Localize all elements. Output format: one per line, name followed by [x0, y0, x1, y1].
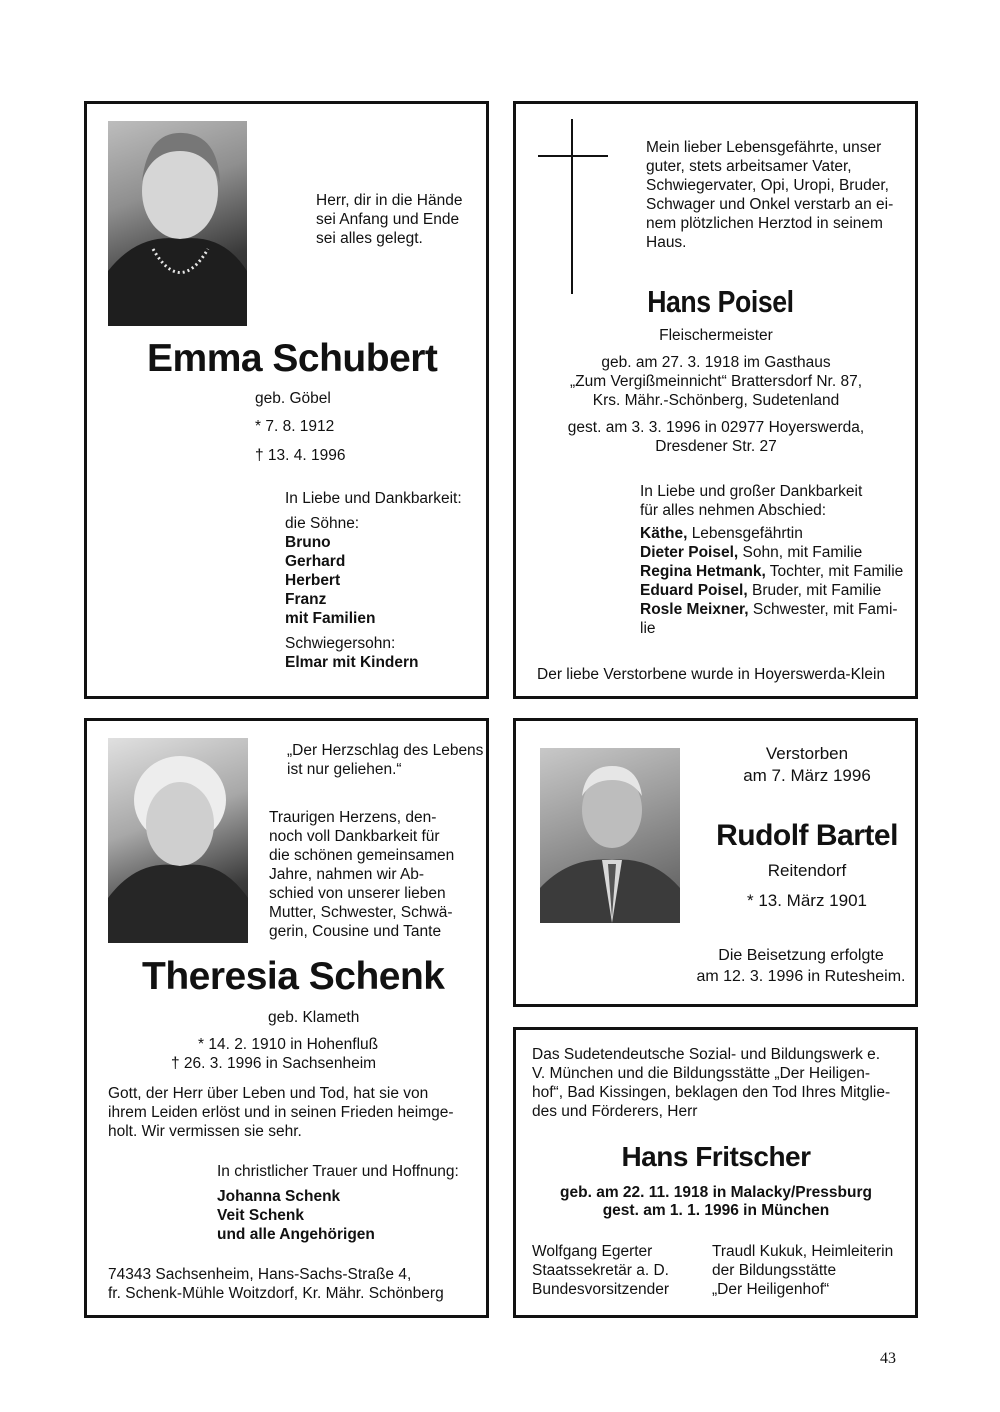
- portrait-silhouette-icon: [540, 748, 680, 923]
- death-date: † 13. 4. 1996: [255, 447, 346, 464]
- mourner-line: Käthe, Lebensgefährtin: [640, 525, 803, 542]
- birth-info: geb. am 27. 3. 1918 im Gasthaus „Zum Vergißmeinnicht“ Brattersdorf Nr. 87, Krs. Mähr.-Schönberg, Sudetenland: [569, 354, 862, 409]
- mourner-line: Eduard Poisel, Bruder, mit Familie: [640, 582, 882, 599]
- burial-info: Die Beisetzung erfolgte am 12. 3. 1996 in Rutesheim.: [696, 947, 906, 985]
- intro-text: Das Sudetendeutsche Sozial- und Bildungswerk e. V. München und die Bildungsstätte „Der Heiligen- hof“, Bad Kissingen, beklagen den Tod Ihres Mitglie- des und Förderers, Herr: [532, 1046, 891, 1120]
- place: Reitendorf: [767, 861, 847, 880]
- signature-right: Traudl Kukuk, Heimleiterin der Bildungsstätte „Der Heiligenhof“: [712, 1243, 894, 1298]
- mourner-line: Rosle Meixner, Schwester, mit Fami-: [640, 601, 898, 618]
- portrait-photo-emma: [108, 121, 247, 326]
- obituary-hans-fritscher: [513, 1027, 918, 1318]
- portrait-silhouette-icon: [108, 121, 247, 326]
- portrait-photo-theresia: [108, 738, 248, 943]
- deceased-name: Emma Schubert: [147, 337, 438, 380]
- birth-info: * 13. März 1901: [746, 891, 867, 910]
- signature-left: Wolfgang Egerter Staatssekretär a. D. Bundesvorsitzender: [532, 1243, 669, 1298]
- death-info: † 26. 3. 1996 in Sachsenheim: [171, 1055, 377, 1072]
- deceased-name: Hans Poisel: [647, 284, 794, 319]
- mourners-block: In Liebe und Dankbarkeit: die Söhne: Bruno Gerhard Herbert Franz mit Familien Schwiegersohn: Elmar mit Kindern: [285, 490, 462, 671]
- obituary-theresia-schenk: [84, 718, 489, 1318]
- mourners-block: In christlicher Trauer und Hoffnung: Johanna Schenk Veit Schenk und alle Angehörigen: [217, 1163, 459, 1243]
- page-number: 43: [880, 1350, 896, 1367]
- maiden-name: geb. Klameth: [268, 1009, 360, 1026]
- deceased-name: Hans Fritscher: [621, 1141, 811, 1172]
- birth-info: geb. am 22. 11. 1918 in Malacky/Pressburg: [560, 1184, 872, 1201]
- obituary-hans-poisel: [513, 101, 918, 699]
- death-info: gest. am 3. 3. 1996 in 02977 Hoyerswerda, Dresdener Str. 27: [567, 419, 865, 455]
- death-info: gest. am 1. 1. 1996 in München: [602, 1202, 830, 1219]
- cross-icon: [538, 119, 608, 294]
- death-info: Verstorben am 7. März 1996: [743, 744, 871, 785]
- address: 74343 Sachsenheim, Hans-Sachs-Straße 4, fr. Schenk-Mühle Woitzdorf, Kr. Mähr. Schönberg: [108, 1266, 444, 1302]
- profession: Fleischermeister: [659, 327, 773, 344]
- portrait-photo-rudolf: [540, 748, 680, 923]
- intro-text: Traurigen Herzens, den- noch voll Dankbarkeit für die schönen gemeinsamen Jahre, nahmen wir Ab- schied von unserer lieben Mutter, Schwester, Schwä- gerin, Cousine und Tante: [269, 809, 455, 940]
- intro-text: Mein lieber Lebensgefährte, unser guter, stets arbeitsamer Vater, Schwiegervater, Opi, Uropi, Bruder, Schwager und Onkel verstarb an ei- nem plötzlichen Herztod in seinem Haus.: [646, 139, 894, 251]
- obituary-rudolf-bartel: [513, 718, 918, 1007]
- obituary-emma-schubert: [84, 101, 489, 699]
- quote: „Der Herzschlag des Lebens ist nur geliehen.“: [287, 742, 484, 778]
- footer-text: Der liebe Verstorbene wurde in Hoyerswerda-Klein: [537, 666, 886, 683]
- deceased-name: Rudolf Bartel: [716, 819, 898, 852]
- motto: Herr, dir in die Hände sei Anfang und Ende sei alles gelegt.: [316, 192, 463, 247]
- portrait-silhouette-icon: [108, 738, 248, 943]
- birth-info: * 14. 2. 1910 in Hohenfluß: [198, 1036, 379, 1053]
- mourners-block: In Liebe und großer Dankbarkeit für alles nehmen Abschied: Käthe, Lebensgefährtin Dieter Poisel, Sohn, mit Familie Regina Hetmank, Tochter, mit Familie Eduard Poisel, Bruder, mit Familie Rosle Meixner, Schwester, mit Fami- lie: [640, 482, 910, 638]
- birth-date: * 7. 8. 1912: [255, 418, 335, 435]
- deceased-name: Theresia Schenk: [142, 955, 445, 998]
- mourner-line: Regina Hetmank, Tochter, mit Familie: [640, 563, 904, 580]
- body-text: Gott, der Herr über Leben und Tod, hat sie von ihrem Leiden erlöst und in seinen Frieden heimge- holt. Wir vermissen sie sehr.: [108, 1085, 454, 1140]
- mourner-line: Dieter Poisel, Sohn, mit Familie: [640, 544, 863, 561]
- maiden-name: geb. Göbel: [255, 390, 331, 407]
